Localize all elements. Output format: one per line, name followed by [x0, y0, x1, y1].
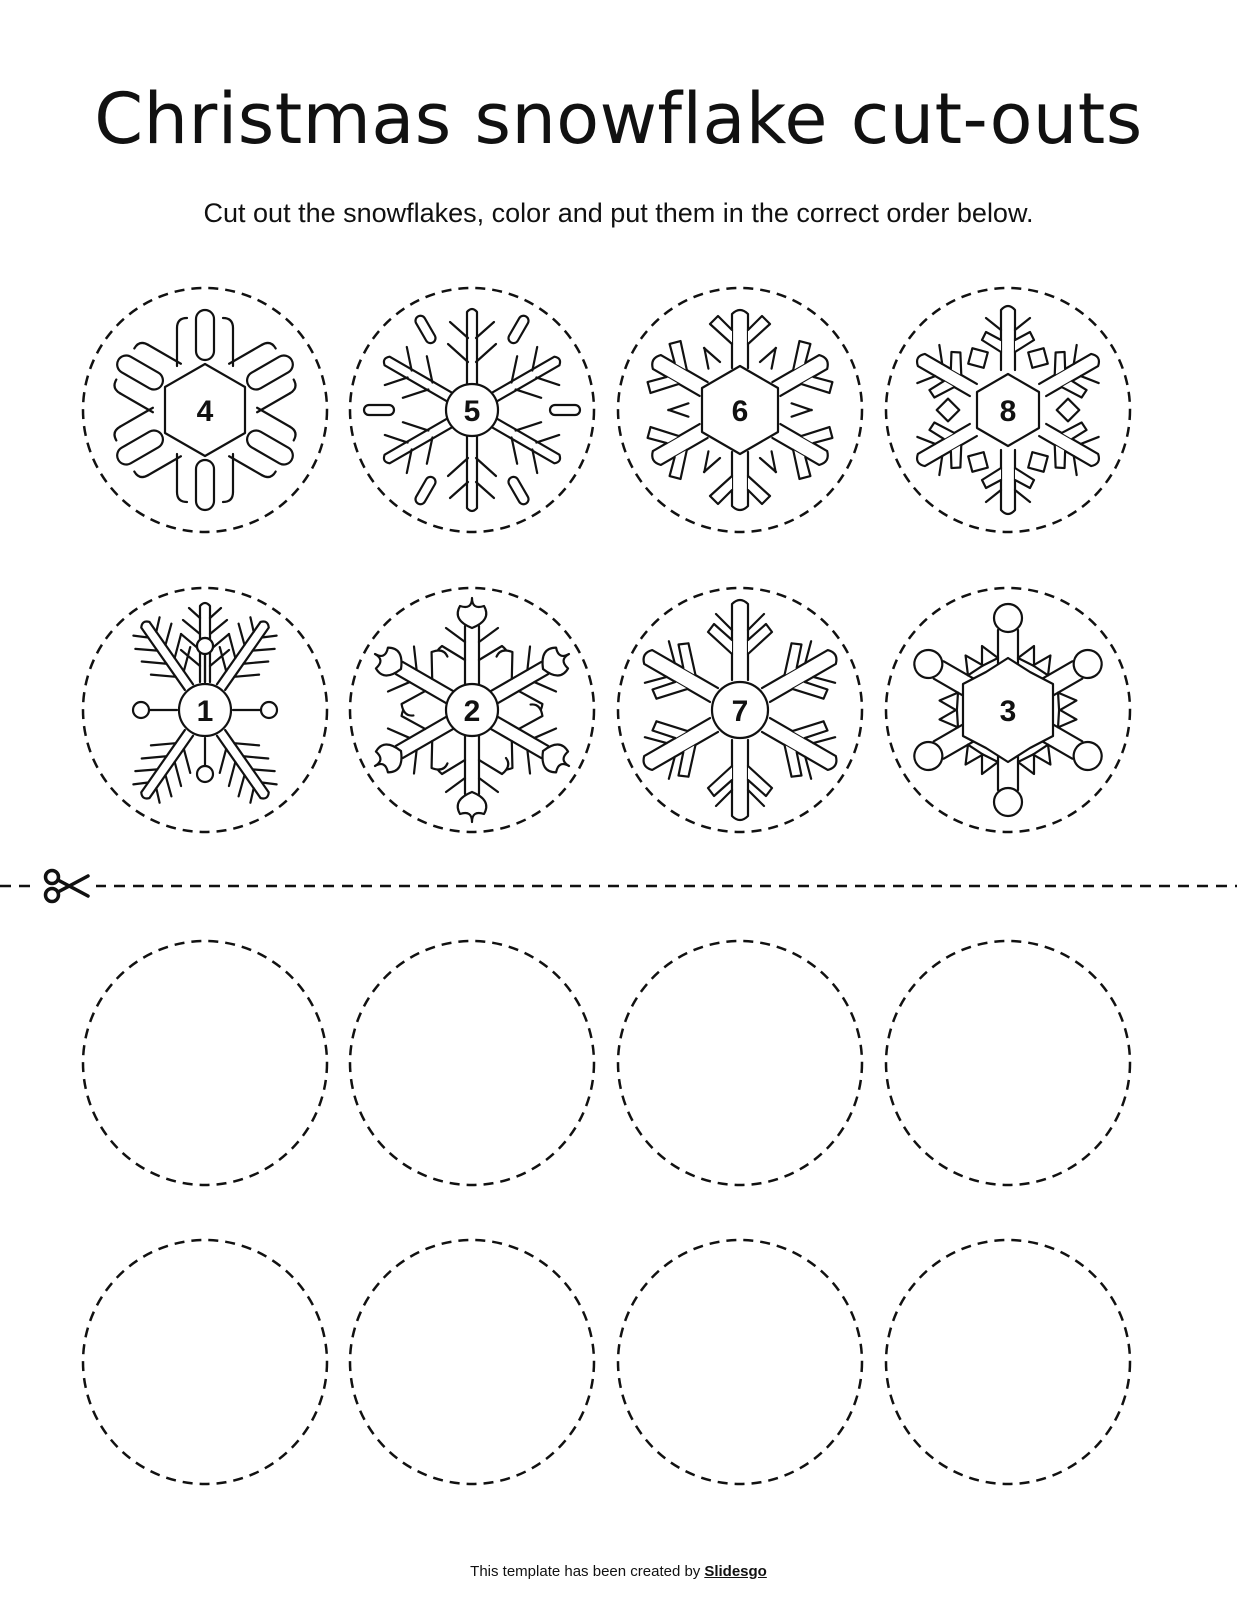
snowflake-number: 6 [731, 395, 749, 428]
snowflake-cutout-8 [886, 288, 1130, 532]
snowflake-number: 4 [196, 395, 214, 428]
snowflake-number: 1 [196, 695, 214, 728]
footer-text: This template has been created by [470, 1563, 701, 1580]
snowflake-number: 7 [731, 695, 749, 728]
snowflake-number: 5 [463, 395, 481, 428]
snowflake-cutout-2 [350, 588, 594, 832]
snowflake-number: 3 [999, 695, 1017, 728]
answer-slot-circle [886, 1240, 1130, 1484]
snowflake-cutout-7 [618, 588, 862, 832]
answer-slot-circle [83, 1240, 327, 1484]
snowflake-layer [83, 288, 1130, 832]
snowflake-number: 2 [463, 695, 481, 728]
instructions: Cut out the snowflakes, color and put them in the correct order below. [203, 198, 1034, 228]
answer-slot-circle [350, 941, 594, 1185]
snowflake-cutout-6 [618, 288, 862, 532]
answer-slot-circle [618, 941, 862, 1185]
answer-slots [83, 941, 1130, 1484]
answer-slot-circle [83, 941, 327, 1185]
page-title: Christmas snowflake cut-outs [94, 78, 1143, 160]
snowflake-number: 8 [999, 395, 1017, 428]
snowflake-cutout-4 [83, 288, 327, 532]
footer-brand-link[interactable]: Slidesgo [704, 1563, 767, 1580]
footer [0, 1563, 1237, 1580]
answer-slot-circle [886, 941, 1130, 1185]
answer-slot-circle [618, 1240, 862, 1484]
snowflake-cutout-5 [350, 288, 594, 532]
snowflake-cutout-3 [886, 588, 1130, 832]
answer-slot-circle [350, 1240, 594, 1484]
snowflake-cutout-1 [83, 588, 327, 832]
